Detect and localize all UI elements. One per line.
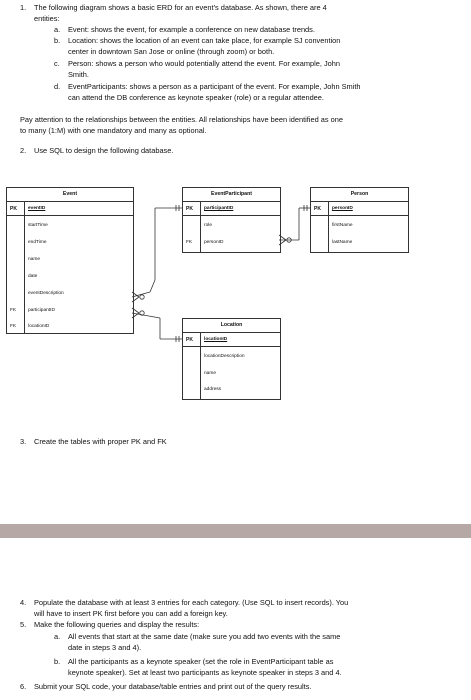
sub-5b-text-cont: keynote speaker). Set at least two participants as keynote speaker in steps 3 and 4. xyxy=(68,668,342,677)
location-field: locationDescription xyxy=(204,354,245,359)
person-field: firstName xyxy=(332,223,353,228)
item-number-4: 4. xyxy=(20,598,27,607)
item-number-2: 2. xyxy=(20,146,27,155)
person-key-field: personID xyxy=(332,206,353,211)
event-field: eventDescription xyxy=(28,291,64,296)
event-fk-field: locationID xyxy=(28,324,50,329)
note-line-2: to many (1:M) with one mandatory and many as optional. xyxy=(20,126,207,135)
sub-a-text: Event: shows the event, for example a conference on new database trends. xyxy=(68,25,315,34)
participant-pk-label: PK xyxy=(186,206,193,212)
sub-d-text: EventParticipants: shows a person as a participant of the event. For example, John Smith xyxy=(68,82,361,91)
item-3-text: Create the tables with proper PK and FK xyxy=(34,437,167,446)
item-2-text: Use SQL to design the following database. xyxy=(34,146,174,155)
location-key-field: locationID xyxy=(204,337,228,342)
event-fk-label: FK xyxy=(10,324,17,329)
participant-fk-label: FK xyxy=(186,240,193,245)
page-break-band xyxy=(0,524,471,538)
location-pk-label: PK xyxy=(186,337,193,343)
sub-c-text: Person: shows a person who would potentially attend the event. For example, John xyxy=(68,59,340,68)
sub-c-mark: c. xyxy=(54,59,60,68)
sub-5b-text: All the participants as a keynote speaker (set the role in EventParticipant table as xyxy=(68,657,334,666)
item-4-text: Populate the database with at least 3 entries for each category. (Use SQL to insert records). You xyxy=(34,598,349,607)
item-5-text: Make the following queries and display the results: xyxy=(34,620,200,629)
sub-5a-text: All events that start at the same date (make sure you add two events with the same xyxy=(68,632,341,641)
event-field: name xyxy=(28,257,40,262)
person-field: lastName xyxy=(332,240,353,245)
note-line-1: Pay attention to the relationships between the entities. All relationships have been identified as one xyxy=(20,115,343,124)
event-field: date xyxy=(28,274,38,279)
item-4-text-cont: will have to insert PK first before you can add a foreign key. xyxy=(34,609,228,618)
event-field: startTime xyxy=(28,223,48,228)
event-entity-title: Event xyxy=(7,188,133,202)
sub-5b-mark: b. xyxy=(54,657,61,666)
person-pk-label: PK xyxy=(314,206,321,212)
participant-field: role xyxy=(204,223,212,228)
item-number-6: 6. xyxy=(20,682,27,691)
sub-5a-text-cont: date in steps 3 and 4). xyxy=(68,643,142,652)
location-field: address xyxy=(204,387,222,392)
sub-b-text-cont: center in downtown San Jose or online (through zoom) or both. xyxy=(68,47,275,56)
sub-d-mark: d. xyxy=(54,82,61,91)
sub-d-text-cont: can attend the DB conference as keynote speaker (role) or a regular attendee. xyxy=(68,93,324,102)
item-number-1: 1. xyxy=(20,3,27,12)
person-entity-title: Person xyxy=(311,188,408,202)
location-field: name xyxy=(204,371,216,376)
event-fk-field: participantID xyxy=(28,308,55,313)
participant-fk-field: personID xyxy=(204,240,224,245)
sub-5a-mark: a. xyxy=(54,632,61,641)
item-number-5: 5. xyxy=(20,620,27,629)
item-1-text: The following diagram shows a basic ERD for an event’s database. As shown, there are 4 xyxy=(34,3,327,12)
sub-b-mark: b. xyxy=(54,36,61,45)
event-key-field: eventID xyxy=(28,206,46,211)
location-entity-title: Location xyxy=(183,319,280,333)
item-1-text-cont: entities: xyxy=(34,14,60,23)
item-number-3: 3. xyxy=(20,437,27,446)
event-pk-label: PK xyxy=(10,206,17,212)
location-to-event-connector xyxy=(132,308,182,342)
person-to-participant-connector xyxy=(279,205,310,245)
sub-c-text-cont: Smith. xyxy=(68,70,89,79)
item-6-text: Submit your SQL code, your database/table entries and print out of the query results. xyxy=(34,682,312,691)
event-field: endTime xyxy=(28,240,47,245)
participant-key-field: participantID xyxy=(204,206,234,211)
event-fk-label: FK xyxy=(10,308,17,313)
event-participant-entity-title: EventParticipant xyxy=(183,188,280,202)
sub-a-mark: a. xyxy=(54,25,61,34)
sub-b-text: Location: shows the location of an event can take place, for example SJ convention xyxy=(68,36,341,45)
participant-to-event-connector xyxy=(132,205,182,302)
